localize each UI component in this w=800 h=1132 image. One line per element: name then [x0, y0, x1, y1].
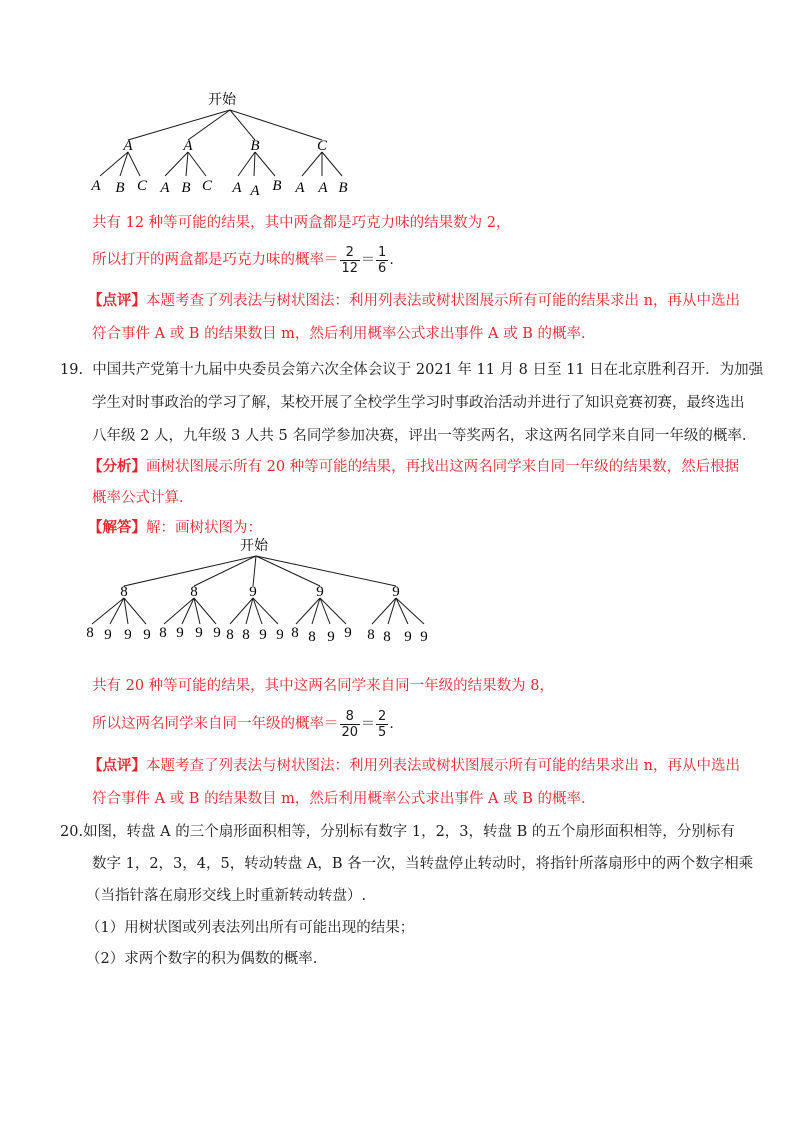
- tree1-leaf: A: [232, 180, 242, 196]
- q18-comment-tag: 【点评】: [88, 292, 146, 309]
- tree1-leaf: A: [160, 180, 170, 196]
- q20-part-2: （2）求两个数字的积为偶数的概率.: [86, 951, 318, 967]
- tree2-leaf: 8: [226, 627, 234, 643]
- q18-fraction-1: $\frac{2}{12}$: [341, 244, 359, 276]
- tree2-leaf: 9: [327, 629, 335, 645]
- tree1-leaf: A: [91, 178, 101, 194]
- q18-prob-prefix: 所以打开的两盒都是巧克力味的概率＝: [92, 252, 339, 268]
- q19-comment-line-1: 【点评】本题考查了列表法与树状图法：利用列表法或树状图展示所有可能的结果求出 n，再从中选出: [88, 757, 740, 774]
- q19-fraction-2: $\frac{2}{5}$: [378, 708, 387, 740]
- tree2-leaf: 9: [176, 625, 184, 641]
- q20-part-1: （1）用树状图或列表法列出所有可能出现的结果；: [86, 920, 415, 936]
- q19-prob-prefix: 所以这两名同学来自同一年级的概率＝: [92, 716, 339, 732]
- tree1-leaf: B: [115, 180, 125, 196]
- tree2-leaf: 9: [124, 627, 132, 643]
- tree2-node-l1-1: 8: [190, 584, 198, 600]
- tree2-edges: [92, 556, 424, 624]
- q19-analysis-line-1: 【分析】画树状图展示所有 20 种等可能的结果，再找出这两名同学来自同一年级的结果数，然后根据: [88, 458, 740, 475]
- tree2-leaf: 9: [404, 629, 412, 645]
- tree2-node-l1-3: 9: [316, 584, 324, 600]
- tree1-root: 开始: [208, 92, 236, 108]
- q19-stem-line-1: 19. 中国共产党第十九届中央委员会第六次全体会议于 2021 年 11 月 8 日至 11 日在北京胜利召开．为加强: [60, 362, 764, 378]
- tree1-node-l1-1: A: [183, 138, 193, 154]
- q20-stem-line-1: 20.如图，转盘 A 的三个扇形面积相等，分别标有数字 1，2，3，转盘 B 的五个扇形面积相等，分别标有: [60, 824, 735, 840]
- tree1-leaf: C: [136, 178, 148, 194]
- tree2-node-l1-0: 8: [120, 584, 128, 600]
- tree2-leaf: 8: [291, 625, 299, 641]
- q19-comment-tag: 【点评】: [88, 757, 146, 774]
- tree2-leaf: 8: [367, 627, 375, 643]
- q19-stem-line-2: 学生对时事政治的学习了解，某校开展了全校学生学习时事政治活动并进行了知识竞赛初赛，最终选出: [92, 395, 745, 411]
- tree1-leaf: A: [295, 180, 305, 196]
- tree2-leaf: 9: [213, 625, 221, 641]
- tree2-leaf: 9: [344, 625, 352, 641]
- q19-analysis-tag: 【分析】: [88, 458, 146, 475]
- tree1-leaf: B: [338, 180, 348, 196]
- q19-probability: 所以这两名同学来自同一年级的概率＝ $\frac{8}{20}$ ＝ $\frac{2}{5}$ .: [92, 708, 394, 740]
- q18-fraction-2: $\frac{1}{6}$: [378, 244, 387, 276]
- q18-comment-line-1: 【点评】本题考查了列表法与树状图法：利用列表法或树状图展示所有可能的结果求出 n，再从中选出: [88, 292, 740, 309]
- q20-stem-line-3: （当指针落在扇形交线上时重新转动转盘）.: [86, 888, 367, 904]
- tree1-leaf: A: [318, 180, 328, 196]
- tree1-leaf: A: [250, 183, 260, 199]
- tree2-root: 开始: [240, 538, 268, 554]
- q19-analysis-line-2: 概率公式计算.: [92, 490, 184, 506]
- tree2-leaf: 8: [159, 625, 167, 641]
- tree1-leaf: C: [201, 178, 213, 194]
- q18-result-line: 共有 12 种等可能的结果，其中两盒都是巧克力味的结果数为 2，: [92, 215, 511, 231]
- q18-probability: 所以打开的两盒都是巧克力味的概率＝ $\frac{2}{12}$ ＝ $\frac{1}{6}$ .: [92, 244, 394, 276]
- q19-comment-line-2: 符合事件 A 或 B 的结果数目 m，然后利用概率公式求出事件 A 或 B 的概率.: [92, 791, 586, 807]
- tree-diagram-1: [80, 88, 380, 203]
- tree2-leaf: 9: [143, 627, 151, 643]
- tree2-leaf: 8: [308, 629, 316, 645]
- tree2-leaf: 8: [86, 625, 94, 641]
- q19-answer-tag: 【解答】: [88, 519, 146, 536]
- tree2-node-l1-2: 9: [249, 584, 257, 600]
- tree1-node-l1-0: A: [123, 138, 133, 154]
- q19-answer-line: 【解答】解：画树状图为：: [88, 519, 262, 536]
- q20-stem-line-2: 数字 1，2，3，4，5，转动转盘 A，B 各一次，当转盘停止转动时，将指针所落扇形中的两个数字相乘: [92, 856, 754, 872]
- tree2-leaf: 9: [420, 629, 428, 645]
- tree2-node-l1-4: 9: [392, 584, 400, 600]
- tree2-leaf: 9: [276, 627, 284, 643]
- q19-result-line: 共有 20 种等可能的结果，其中这两名同学来自同一年级的结果数为 8，: [92, 678, 555, 694]
- tree1-leaf: B: [181, 180, 191, 196]
- tree1-node-l1-2: B: [250, 138, 260, 154]
- q19-stem-line-3: 八年级 2 人，九年级 3 人共 5 名同学参加决赛，评出一等奖两名，求这两名同学来自同一年级的概率.: [92, 428, 747, 444]
- tree-diagram-2: [80, 534, 450, 650]
- q20-number: 20.: [60, 824, 84, 840]
- tree1-node-l1-3: C: [316, 138, 328, 154]
- tree2-leaf: 9: [195, 625, 203, 641]
- q19-fraction-1: $\frac{8}{20}$: [341, 708, 359, 740]
- tree1-leaf: B: [272, 178, 282, 194]
- q19-number: 19.: [60, 362, 84, 378]
- tree2-leaf: 9: [104, 627, 112, 643]
- tree1-edges: [100, 110, 342, 176]
- q18-comment-line-2: 符合事件 A 或 B 的结果数目 m，然后利用概率公式求出事件 A 或 B 的概率.: [92, 326, 586, 342]
- tree2-leaf: 8: [383, 629, 391, 645]
- tree2-leaf: 9: [259, 627, 267, 643]
- tree2-leaf: 8: [242, 627, 250, 643]
